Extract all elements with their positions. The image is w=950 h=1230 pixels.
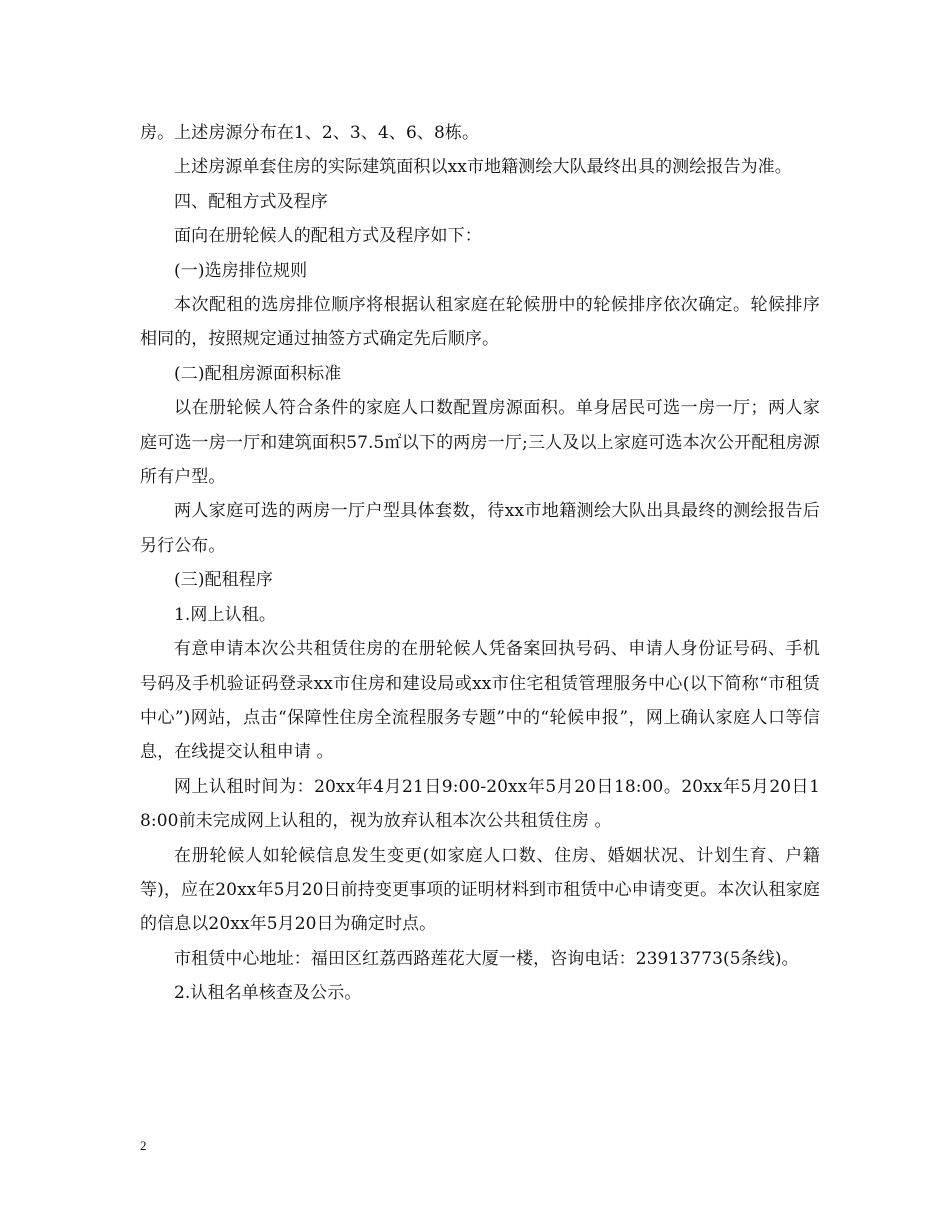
body-paragraph: 有意申请本次公共租赁住房的在册轮候人凭备案回执号码、申请人身份证号码、手机号码及手机验证码登录xx市住房和建设局或xx市住宅租赁管理服务中心(以下简称“市租赁中心”)网站，点击“保障性住房全流程服务专题”中的“轮候申报”，网上确认家庭人口等信息，在线提交认租申请 。	[140, 639, 820, 763]
body-paragraph: 本次配租的选房排位顺序将根据认租家庭在轮候册中的轮候排序依次确定。轮候排序相同的，按照规定通过抽签方式确定先后顺序。	[140, 295, 820, 350]
body-paragraph: (三)配租程序	[174, 570, 273, 591]
page-number: 2	[140, 1138, 147, 1153]
body-paragraph: (二)配租房源面积标准	[174, 363, 342, 384]
body-paragraph: 1.网上认租。	[174, 604, 276, 625]
body-paragraph: 在册轮候人如轮候信息发生变更(如家庭人口数、住房、婚姻状况、计划生育、户籍等)，应在20xx年5月20日前持变更事项的证明材料到市租赁中心申请变更。本次认租家庭的信息以20xx年5月20日为确定时点。	[140, 845, 820, 935]
body-paragraph: 房。上述房源分布在1、2、3、4、6、8栋。	[140, 123, 480, 143]
body-paragraph: 四、配租方式及程序	[174, 191, 328, 212]
body-paragraph: 网上认租时间为：20xx年4月21日9:00-20xx年5月20日18:00。20xx年5月20日18:00前未完成网上认租的，视为放弃认租本次公共租赁住房 。	[140, 776, 820, 832]
body-paragraph: 上述房源单套住房的实际建筑面积以xx市地籍测绘大队最终出具的测绘报告为准。	[174, 157, 792, 178]
body-paragraph: 面向在册轮候人的配租方式及程序如下：	[174, 226, 482, 247]
body-paragraph: 两人家庭可选的两房一厅户型具体套数，待xx市地籍测绘大队出具最终的测绘报告后另行公布。	[140, 501, 820, 556]
body-paragraph: (一)选房排位规则	[174, 260, 308, 281]
body-paragraph: 2.认租名单核查及公示。	[174, 983, 362, 1004]
body-paragraph: 以在册轮候人符合条件的家庭人口数配置房源面积。单身居民可选一房一厅；两人家庭可选一房一厅和建筑面积57.5㎡以下的两房一厅;三人及以上家庭可选本次公开配租房源所有户型。	[140, 398, 820, 488]
body-paragraph: 市租赁中心地址：福田区红荔西路莲花大厦一楼，咨询电话：23913773(5条线)。	[174, 948, 799, 969]
document-body	[140, 116, 820, 1011]
